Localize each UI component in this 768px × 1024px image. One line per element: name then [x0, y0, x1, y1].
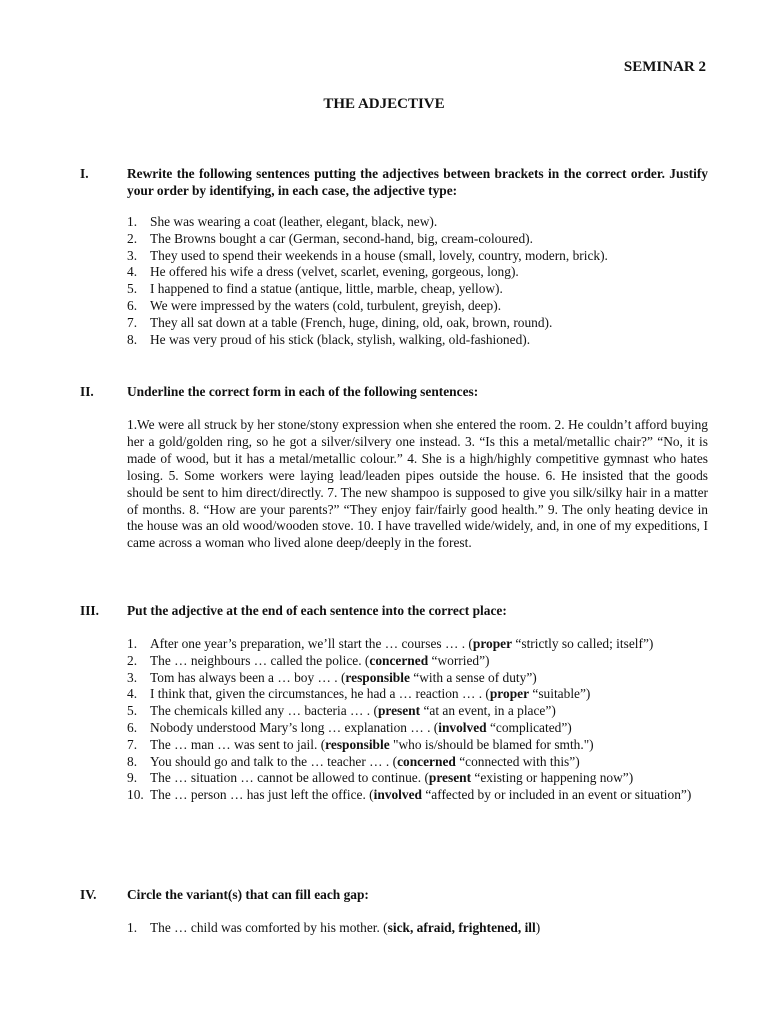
list-item: 3. Tom has always been a … boy … . (responsible “with a sense of duty”) — [127, 669, 537, 685]
section-4-number: IV. — [80, 887, 97, 902]
section-1-instruction: Rewrite the following sentences putting the adjectives between brackets in the correct order. Justify your order by identifying, in each case, the adjective type: — [127, 166, 708, 198]
list-item: 8. He was very proud of his stick (black, stylish, walking, old-fashioned). — [127, 331, 531, 347]
list-item: 5. The chemicals killed any … bacteria … . (present “at an event, in a place”) — [127, 703, 556, 719]
list-item: 2. The … neighbours … called the police. (concerned “worried”) — [127, 652, 490, 668]
list-item: 7. They all sat down at a table (French, huge, dining, old, oak, brown, round). — [127, 314, 553, 330]
list-item: 4. He offered his wife a dress (velvet, scarlet, evening, gorgeous, long). — [127, 264, 519, 280]
seminar-label: SEMINAR 2 — [623, 59, 706, 75]
list-item: 2. The Browns bought a car (German, second-hand, big, cream-coloured). — [127, 230, 533, 246]
section-2 — [80, 383, 708, 552]
section-4-instruction: Circle the variant(s) that can fill each gap: — [127, 887, 369, 902]
section-1-list — [80, 214, 708, 348]
section-1-heading — [80, 165, 708, 199]
list-item: 8. You should go and talk to the … teacher … . (concerned “connected with this”) — [127, 753, 580, 769]
section-3-list — [80, 636, 708, 804]
list-item: 1. She was wearing a coat (leather, elegant, black, new). — [127, 214, 438, 229]
section-2-instruction: Underline the correct form in each of the following sentences: — [127, 384, 479, 399]
section-3-number: III. — [80, 603, 99, 618]
page-title: THE ADJECTIVE — [323, 96, 445, 112]
section-3 — [80, 602, 708, 804]
list-item: 6. We were impressed by the waters (cold, turbulent, greyish, deep). — [127, 297, 502, 313]
list-item: 1. After one year’s preparation, we’ll start the … courses … . (proper “strictly so called; itself”) — [127, 636, 654, 651]
list-item: 7. The … man … was sent to jail. (responsible "who is/should be blamed for smth.") — [127, 736, 594, 752]
section-4 — [80, 886, 708, 937]
list-item: 3. They used to spend their weekends in a house (small, lovely, country, modern, brick). — [127, 247, 608, 263]
list-item: 6. Nobody understood Mary’s long … explanation … . (involved “complicated”) — [127, 719, 572, 735]
section-1-number: I. — [80, 166, 89, 181]
section-3-instruction: Put the adjective at the end of each sentence into the correct place: — [127, 603, 507, 618]
list-item: 1. The … child was comforted by his mother. (sick, afraid, frightened, ill) — [127, 920, 541, 935]
section-2-heading — [80, 383, 708, 400]
list-item: 10. The … person … has just left the office. (involved “affected by or included in an event or situation”) — [127, 787, 692, 803]
section-3-heading — [80, 602, 708, 619]
list-item: 9. The … situation … cannot be allowed to continue. (present “existing or happening now”) — [127, 770, 634, 786]
section-1 — [80, 165, 708, 348]
list-item: 5. I happened to find a statue (antique, little, marble, cheap, yellow). — [127, 281, 503, 297]
section-4-list — [80, 920, 708, 937]
section-2-paragraph: 1.We were all struck by her stone/stony expression when she entered the room. 2. He couldn’t afford buying her a gold/golden ring, so he got a silver/silvery one instead. 3. “Is this a metal/metallic chair?” “No, it is made of wood, but it has a metal/metallic colour.” 4. She is a high/highly competitive gymnast who hates losing. 5. Some workers were laying lead/leaden pipes outside the house. 6. He insisted that the goods should be sent to him direct/directly. 7. The new shampoo is supposed to give you silk/silky hair in a matter of months. 8. “How are your parents?” “They enjoy fair/fairly good health.” 9. The only heating device in the house was an old wood/wooden stove. 10. I have travelled wide/widely, and, in one of my expeditions, I came across a woman who lived alone deep/deeply in the forest. — [127, 417, 708, 551]
list-item: 4. I think that, given the circumstances, he had a … reaction … . (proper “suitable”) — [127, 686, 591, 702]
section-2-number: II. — [80, 384, 94, 399]
section-4-heading — [80, 886, 708, 903]
